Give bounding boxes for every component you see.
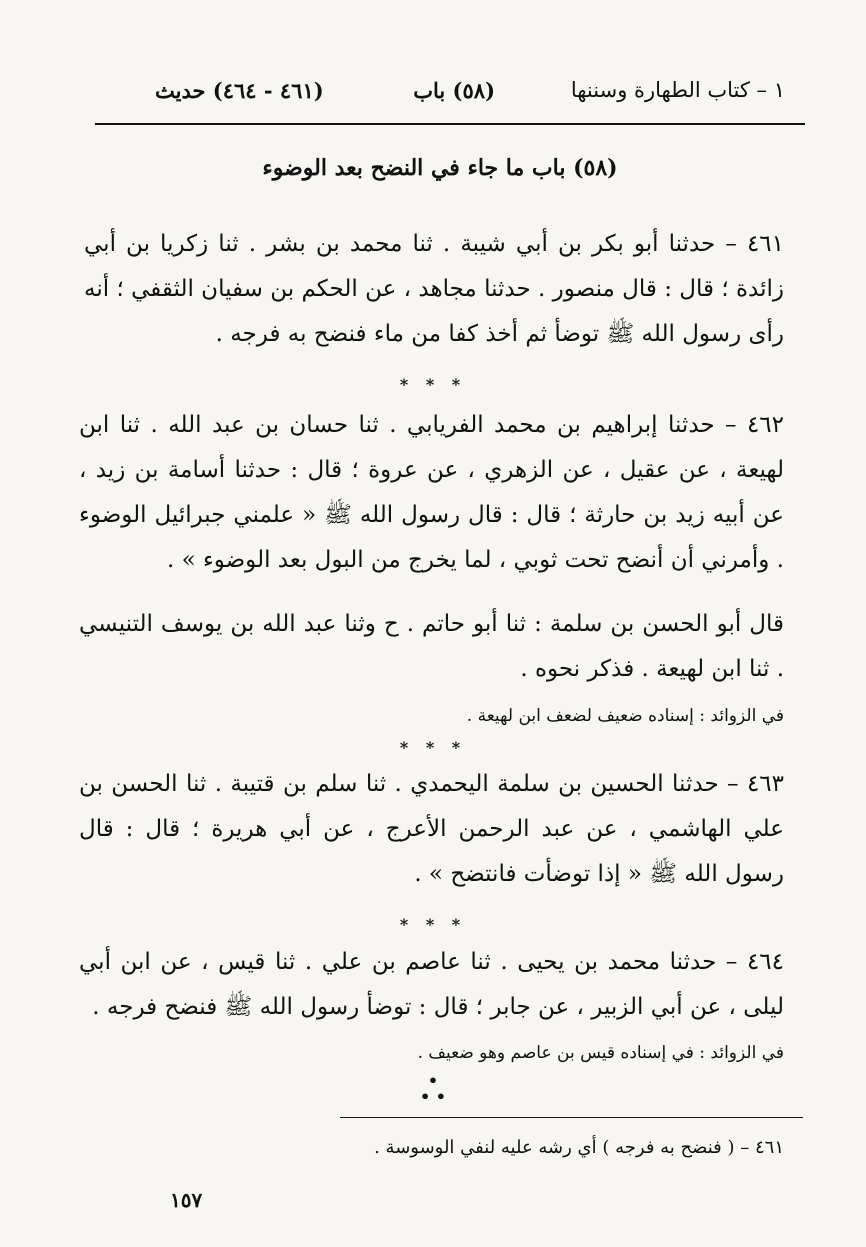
hadith-462-alt-chain: قال أبو الحسن بن سلمة : ثنا أبو حاتم . ح وثنا عبد الله بن يوسف التنيسي . ثنا ابن لهيعة . فذكر نحوه . [79, 611, 784, 682]
chapter-title: (٥٨) باب ما جاء في النضح بعد الوضوء [262, 155, 618, 181]
header-book-title: ١ – كتاب الطهارة وسننها [570, 78, 785, 102]
header-chapter-number: (٥٨) باب [413, 78, 495, 103]
page-number: ١٥٧ [170, 1188, 203, 1212]
footnote-rule [340, 1117, 803, 1118]
end-mark-top: • [427, 1071, 439, 1090]
section-divider: * * * [399, 738, 467, 757]
hadith-463: ٤٦٣ – حدثنا الحسين بن سلمة اليحمدي . ثنا سلم بن قتيبة . ثنا الحسن بن علي الهاشمي ، عن عبد الرحمن الأعرج ، عن أبي هريرة ؛ قال : قال رسول الله ﷺ « إذا توضأت فانتضح » . [79, 771, 784, 887]
header-hadith-range: (٤٦١ - ٤٦٤) حديث [155, 78, 324, 103]
hadith-461: ٤٦١ – حدثنا أبو بكر بن أبي شيبة . ثنا محمد بن بشر . ثنا زكريا بن أبي زائدة ؛ قال : قال منصور . حدثنا مجاهد ، عن الحكم بن سفيان الثقفي ؛ أنه رأى رسول الله ﷺ توضأ ثم أخذ كفا من ماء فنضح به فرجه . [84, 231, 784, 347]
section-divider: * * * [399, 915, 467, 934]
hadith-464: ٤٦٤ – حدثنا محمد بن يحيى . ثنا عاصم بن علي . ثنا قيس ، عن ابن أبي ليلى ، عن أبي الزبير ، عن جابر ؛ قال : توضأ رسول الله ﷺ فنضح فرجه . [79, 949, 784, 1020]
header-rule [95, 123, 805, 125]
running-header [95, 78, 785, 114]
hadith-462: ٤٦٢ – حدثنا إبراهيم بن محمد الفريابي . ثنا حسان بن عبد الله . ثنا ابن لهيعة ، عن عقيل ، عن الزهري ، عن عروة ؛ قال : حدثنا أسامة بن زيد ، عن أبيه زيد بن حارثة ؛ قال : قال رسول الله ﷺ « علمني جبرائيل الوضوء . وأمرني أن أنضح تحت ثوبي ، لما يخرج من البول بعد الوضوء » . [79, 412, 784, 573]
end-mark-bottom: • • [419, 1087, 447, 1106]
footnote-461: ٤٦١ – ( فنضح به فرجه ) أي رشه عليه لنفي الوسوسة . [374, 1137, 784, 1158]
zawaid-note-462: في الزوائد : إسناده ضعيف لضعف ابن لهيعة . [466, 706, 784, 726]
section-divider: * * * [399, 375, 467, 394]
end-mark [0, 1073, 866, 1105]
zawaid-note-464: في الزوائد : في إسناده قيس بن عاصم وهو ضعيف . [417, 1043, 784, 1063]
